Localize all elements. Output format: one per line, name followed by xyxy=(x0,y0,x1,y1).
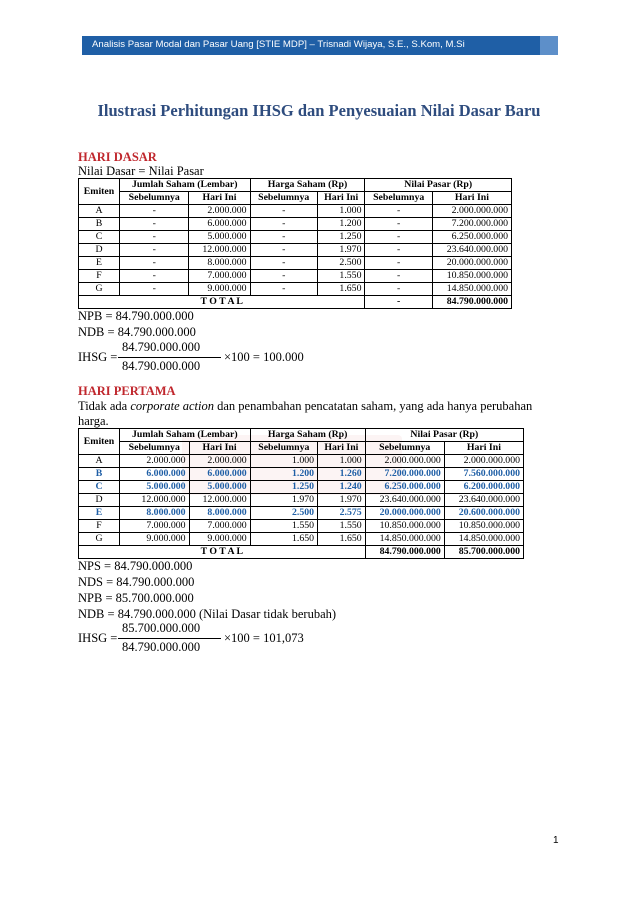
formula-result: ×100 = 101,073 xyxy=(224,631,304,645)
cell-emiten: C xyxy=(79,481,120,494)
table-row xyxy=(79,205,512,218)
cell-jumlah-sebelumnya: 8.000.000 xyxy=(120,507,190,520)
formula-denominator: 84.790.000.000 xyxy=(122,640,201,654)
cell-jumlah-hari-ini: 5.000.000 xyxy=(189,231,250,244)
cell-jumlah-sebelumnya: - xyxy=(120,283,189,296)
col-sebelumnya: Sebelumnya xyxy=(365,192,432,205)
cell-harga-hari-ini: 1.550 xyxy=(318,520,366,533)
total-today: 85.700.000.000 xyxy=(444,546,523,559)
total-label: T O T A L xyxy=(79,296,365,309)
cell-nilai-hari-ini: 7.200.000.000 xyxy=(432,218,511,231)
table-row xyxy=(79,257,512,270)
cell-harga-hari-ini: 1.000 xyxy=(317,205,365,218)
cell-jumlah-sebelumnya: - xyxy=(120,231,189,244)
cell-harga-sebelumnya: - xyxy=(250,205,317,218)
cell-harga-hari-ini: 1.000 xyxy=(318,455,366,468)
cell-nilai-hari-ini: 6.200.000.000 xyxy=(444,481,523,494)
cell-harga-sebelumnya: 1.200 xyxy=(250,468,317,481)
cell-jumlah-hari-ini: 6.000.000 xyxy=(189,218,250,231)
cell-emiten: A xyxy=(79,455,120,468)
table-row xyxy=(79,283,512,296)
cell-jumlah-hari-ini: 12.000.000 xyxy=(189,244,250,257)
npb-line: NPB = 84.790.000.000 xyxy=(78,309,194,323)
cell-harga-sebelumnya: 2.500 xyxy=(250,507,317,520)
cell-emiten: A xyxy=(79,205,120,218)
cell-nilai-sebelumnya: 2.000.000.000 xyxy=(365,455,444,468)
hari-dasar-table xyxy=(78,178,512,309)
cell-emiten: E xyxy=(79,507,120,520)
table-row xyxy=(79,507,524,520)
cell-jumlah-sebelumnya: 12.000.000 xyxy=(120,494,190,507)
cell-harga-hari-ini: 1.200 xyxy=(317,218,365,231)
col-hari-ini: Hari Ini xyxy=(189,442,250,455)
hari-pertama-paragraph xyxy=(78,399,560,429)
cell-nilai-sebelumnya: 23.640.000.000 xyxy=(365,494,444,507)
cell-harga-hari-ini: 1.650 xyxy=(317,283,365,296)
cell-emiten: G xyxy=(79,283,120,296)
cell-jumlah-sebelumnya: - xyxy=(120,257,189,270)
cell-nilai-hari-ini: 2.000.000.000 xyxy=(432,205,511,218)
cell-nilai-hari-ini: 14.850.000.000 xyxy=(444,533,523,546)
hari-dasar-table-body xyxy=(79,205,512,296)
page-number: 1 xyxy=(553,835,559,846)
col-group-nilai: Nilai Pasar (Rp) xyxy=(365,179,512,192)
cell-jumlah-sebelumnya: 6.000.000 xyxy=(120,468,190,481)
header-bar xyxy=(82,36,558,55)
col-emiten: Emiten xyxy=(79,179,120,205)
col-sebelumnya: Sebelumnya xyxy=(120,192,189,205)
cell-harga-hari-ini: 2.575 xyxy=(318,507,366,520)
total-label: T O T A L xyxy=(79,546,366,559)
cell-harga-sebelumnya: 1.550 xyxy=(250,520,317,533)
cell-harga-hari-ini: 1.550 xyxy=(317,270,365,283)
cell-nilai-sebelumnya: - xyxy=(365,231,432,244)
cell-harga-hari-ini: 1.970 xyxy=(318,494,366,507)
col-group-harga: Harga Saham (Rp) xyxy=(250,179,365,192)
col-hari-ini: Hari Ini xyxy=(189,192,250,205)
col-group-jumlah: Jumlah Saham (Lembar) xyxy=(120,179,251,192)
cell-jumlah-sebelumnya: 2.000.000 xyxy=(120,455,190,468)
col-sebelumnya: Sebelumnya xyxy=(250,192,317,205)
cell-emiten: G xyxy=(79,533,120,546)
cell-emiten: B xyxy=(79,468,120,481)
cell-jumlah-hari-ini: 2.000.000 xyxy=(189,455,250,468)
nps-line: NPS = 84.790.000.000 xyxy=(78,559,193,573)
table-row xyxy=(79,468,524,481)
section-heading-hari-dasar: HARI DASAR xyxy=(78,150,157,164)
col-sebelumnya: Sebelumnya xyxy=(120,442,190,455)
cell-jumlah-sebelumnya: - xyxy=(120,270,189,283)
formula-numerator: 85.700.000.000 xyxy=(122,621,201,635)
cell-harga-hari-ini: 1.240 xyxy=(318,481,366,494)
page-title: Ilustrasi Perhitungan IHSG dan Penyesuaian Nilai Dasar Baru xyxy=(97,101,541,120)
cell-jumlah-hari-ini: 9.000.000 xyxy=(189,533,250,546)
cell-jumlah-hari-ini: 5.000.000 xyxy=(189,481,250,494)
cell-nilai-sebelumnya: 6.250.000.000 xyxy=(365,481,444,494)
cell-harga-hari-ini: 2.500 xyxy=(317,257,365,270)
col-group-jumlah: Jumlah Saham (Lembar) xyxy=(120,429,251,442)
paragraph-italic-term: corporate action xyxy=(130,399,214,413)
cell-jumlah-hari-ini: 12.000.000 xyxy=(189,494,250,507)
hari-dasar-subtitle: Nilai Dasar = Nilai Pasar xyxy=(78,164,204,178)
table-row xyxy=(79,218,512,231)
cell-nilai-hari-ini: 10.850.000.000 xyxy=(444,520,523,533)
cell-harga-sebelumnya: 1.250 xyxy=(250,481,317,494)
table-row xyxy=(79,244,512,257)
cell-nilai-sebelumnya: - xyxy=(365,244,432,257)
section-heading-hari-pertama: HARI PERTAMA xyxy=(78,384,176,398)
table-row xyxy=(79,520,524,533)
cell-jumlah-hari-ini: 6.000.000 xyxy=(189,468,250,481)
cell-harga-sebelumnya: 1.970 xyxy=(250,494,317,507)
cell-nilai-sebelumnya: 7.200.000.000 xyxy=(365,468,444,481)
cell-nilai-hari-ini: 23.640.000.000 xyxy=(432,244,511,257)
cell-jumlah-hari-ini: 8.000.000 xyxy=(189,507,250,520)
cell-jumlah-hari-ini: 7.000.000 xyxy=(189,520,250,533)
cell-jumlah-sebelumnya: - xyxy=(120,218,189,231)
total-today: 84.790.000.000 xyxy=(432,296,511,309)
cell-harga-hari-ini: 1.250 xyxy=(317,231,365,244)
formula-result: ×100 = 100.000 xyxy=(224,350,304,364)
cell-jumlah-hari-ini: 8.000.000 xyxy=(189,257,250,270)
col-emiten: Emiten xyxy=(79,429,120,455)
paragraph-text: Tidak ada xyxy=(78,399,131,413)
cell-nilai-sebelumnya: 14.850.000.000 xyxy=(365,533,444,546)
cell-jumlah-sebelumnya: 7.000.000 xyxy=(120,520,190,533)
fraction-bar xyxy=(118,357,221,358)
total-prev: - xyxy=(365,296,432,309)
cell-harga-sebelumnya: - xyxy=(250,231,317,244)
cell-emiten: E xyxy=(79,257,120,270)
hari-pertama-table-body xyxy=(79,455,524,546)
table-row xyxy=(79,481,524,494)
cell-nilai-hari-ini: 6.250.000.000 xyxy=(432,231,511,244)
table-row xyxy=(79,231,512,244)
cell-nilai-sebelumnya: - xyxy=(365,283,432,296)
cell-jumlah-hari-ini: 9.000.000 xyxy=(189,283,250,296)
cell-jumlah-hari-ini: 7.000.000 xyxy=(189,270,250,283)
formula-denominator: 84.790.000.000 xyxy=(122,359,201,373)
cell-emiten: D xyxy=(79,494,120,507)
col-hari-ini: Hari Ini xyxy=(432,192,511,205)
cell-nilai-hari-ini: 23.640.000.000 xyxy=(444,494,523,507)
cell-harga-sebelumnya: - xyxy=(250,244,317,257)
cell-jumlah-sebelumnya: - xyxy=(120,205,189,218)
fraction-bar xyxy=(118,638,221,639)
cell-emiten: C xyxy=(79,231,120,244)
cell-emiten: B xyxy=(79,218,120,231)
cell-nilai-hari-ini: 2.000.000.000 xyxy=(444,455,523,468)
col-sebelumnya: Sebelumnya xyxy=(365,442,444,455)
paragraph-text: dan penambahan pencatatan saham, yang ada hanya perubahan xyxy=(214,399,533,413)
table-row xyxy=(79,455,524,468)
cell-nilai-sebelumnya: - xyxy=(365,205,432,218)
header-text: Analisis Pasar Modal dan Pasar Uang [STIE MDP] – Trisnadi Wijaya, S.E., S.Kom, M.Si xyxy=(92,39,465,50)
cell-jumlah-sebelumnya: - xyxy=(120,244,189,257)
formula-lhs: IHSG = xyxy=(78,631,118,645)
col-hari-ini: Hari Ini xyxy=(318,442,366,455)
cell-nilai-hari-ini: 20.000.000.000 xyxy=(432,257,511,270)
formula-numerator: 84.790.000.000 xyxy=(122,340,201,354)
table-row xyxy=(79,533,524,546)
cell-emiten: F xyxy=(79,520,120,533)
ndb-line: NDB = 84.790.000.000 (Nilai Dasar tidak berubah) xyxy=(78,607,337,621)
nds-line: NDS = 84.790.000.000 xyxy=(78,575,195,589)
col-hari-ini: Hari Ini xyxy=(444,442,523,455)
cell-harga-hari-ini: 1.260 xyxy=(318,468,366,481)
total-prev: 84.790.000.000 xyxy=(365,546,444,559)
npb-line: NPB = 85.700.000.000 xyxy=(78,591,194,605)
cell-nilai-hari-ini: 10.850.000.000 xyxy=(432,270,511,283)
header-accent xyxy=(540,36,558,55)
cell-jumlah-sebelumnya: 9.000.000 xyxy=(120,533,190,546)
cell-jumlah-hari-ini: 2.000.000 xyxy=(189,205,250,218)
cell-nilai-sebelumnya: - xyxy=(365,257,432,270)
hari-pertama-table xyxy=(78,428,524,559)
table-row xyxy=(79,270,512,283)
cell-nilai-hari-ini: 20.600.000.000 xyxy=(444,507,523,520)
col-group-nilai: Nilai Pasar (Rp) xyxy=(365,429,523,442)
cell-nilai-sebelumnya: 10.850.000.000 xyxy=(365,520,444,533)
cell-harga-hari-ini: 1.650 xyxy=(318,533,366,546)
cell-emiten: F xyxy=(79,270,120,283)
cell-nilai-hari-ini: 14.850.000.000 xyxy=(432,283,511,296)
cell-harga-sebelumnya: 1.000 xyxy=(250,455,317,468)
cell-harga-sebelumnya: - xyxy=(250,257,317,270)
cell-nilai-sebelumnya: - xyxy=(365,218,432,231)
col-sebelumnya: Sebelumnya xyxy=(250,442,317,455)
cell-jumlah-sebelumnya: 5.000.000 xyxy=(120,481,190,494)
col-group-harga: Harga Saham (Rp) xyxy=(250,429,365,442)
cell-nilai-sebelumnya: - xyxy=(365,270,432,283)
cell-harga-sebelumnya: 1.650 xyxy=(250,533,317,546)
cell-harga-sebelumnya: - xyxy=(250,218,317,231)
cell-harga-sebelumnya: - xyxy=(250,270,317,283)
ndb-line: NDB = 84.790.000.000 xyxy=(78,325,196,339)
cell-nilai-sebelumnya: 20.000.000.000 xyxy=(365,507,444,520)
cell-emiten: D xyxy=(79,244,120,257)
cell-harga-sebelumnya: - xyxy=(250,283,317,296)
cell-harga-hari-ini: 1.970 xyxy=(317,244,365,257)
paragraph-text: harga. xyxy=(78,414,109,428)
cell-nilai-hari-ini: 7.560.000.000 xyxy=(444,468,523,481)
table-row xyxy=(79,494,524,507)
formula-lhs: IHSG = xyxy=(78,350,118,364)
col-hari-ini: Hari Ini xyxy=(317,192,365,205)
